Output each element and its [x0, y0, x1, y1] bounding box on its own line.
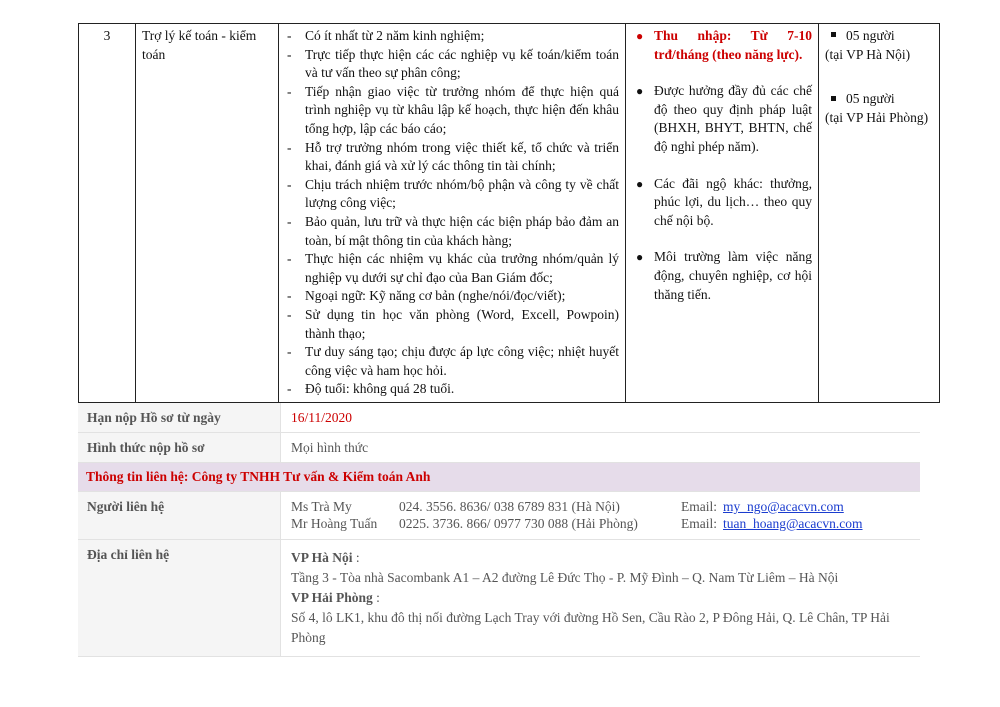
requirement-item: - Bảo quản, lưu trữ và thực hiện các biện pháp bảo đảm an toàn, bí mật thông tin của khách hàng; — [285, 213, 619, 250]
requirements-list — [285, 27, 619, 399]
square-bullet-icon — [831, 96, 836, 101]
email-link[interactable]: tuan_hoang@acacvn.com — [723, 515, 863, 531]
job-row — [79, 24, 940, 403]
requirement-item: - Có ít nhất từ 2 năm kinh nghiệm; — [285, 27, 619, 46]
requirement-item: - Tư duy sáng tạo; chịu được áp lực công việc; nhiệt huyết công việc và ham học hỏi. — [285, 343, 619, 380]
benefit-income: ● Thu nhập: Từ 7-10 trđ/tháng (theo năng lực). — [636, 28, 812, 62]
job-table — [78, 23, 940, 403]
contact-header: Thông tin liên hệ: Công ty TNHH Tư vấn & Kiểm toán Anh — [78, 462, 920, 491]
contact-entry — [291, 499, 910, 516]
requirement-item: - Sử dụng tin học văn phòng (Word, Excell, Powpoin) thành thạo; — [285, 306, 619, 343]
bullet-icon: ● — [636, 84, 644, 99]
haiphong-address: Số 4, lô LK1, khu đô thị nối đường Lạch Tray với đường Hồ Sen, Cầu Rào 2, P Đông Hải, Q. Lê Chân, TP Hải Phòng — [291, 609, 890, 645]
deadline-label: Hạn nộp Hồ sơ từ ngày — [78, 403, 281, 433]
location-item: 05 người (tại VP Hải Phòng) — [825, 91, 929, 125]
contact-entry — [291, 516, 910, 533]
benefit-insurance: ● Được hưởng đầy đủ các chế độ theo quy định pháp luật (BHXH, BHYT, BHTN, chế độ nghỉ phép năm). — [636, 83, 812, 154]
deadline-row — [78, 403, 920, 433]
benefit-environment: ● Môi trường làm việc năng động, chuyên nghiệp, cơ hội thăng tiến. — [636, 249, 812, 302]
job-requirements — [279, 24, 626, 403]
contact-label: Người liên hệ — [78, 491, 281, 539]
email-label: Email: — [681, 498, 717, 514]
bullet-icon: ● — [636, 176, 644, 191]
contact-name: Mr Hoàng Tuấn — [291, 515, 378, 531]
document-page — [78, 23, 929, 657]
requirement-item: - Ngoại ngữ: Kỹ năng cơ bản (nghe/nói/đọc/viết); — [285, 287, 619, 306]
hanoi-office-title: VP Hà Nội — [291, 549, 353, 565]
contact-list — [281, 491, 921, 539]
email-link[interactable]: my_ngo@acacvn.com — [723, 498, 844, 514]
location-item: 05 người (tại VP Hà Nội) — [825, 28, 911, 62]
job-locations — [819, 24, 940, 403]
job-number: 3 — [79, 24, 136, 403]
job-benefits — [626, 24, 819, 403]
contact-name: Ms Trà My — [291, 498, 352, 514]
locations-list — [825, 27, 933, 127]
email-label: Email: — [681, 515, 717, 531]
requirement-item: - Hỗ trợ trưởng nhóm trong việc thiết kế, tổ chức và triển khai, đánh giá và xử lý các thông tin tài chính; — [285, 139, 619, 176]
requirement-item: - Thực hiện các nhiệm vụ khác của trưởng nhóm/quản lý nghiệp vụ dưới sự chỉ đạo của Ban Giám đốc; — [285, 250, 619, 287]
address-label: Địa chỉ liên hệ — [78, 539, 281, 656]
requirement-item: - Trực tiếp thực hiện các các nghiệp vụ kế toán/kiểm toán và tư vấn theo sự phân công; — [285, 46, 619, 83]
contact-header-row — [78, 462, 920, 491]
job-position: Trợ lý kế toán - kiểm toán — [136, 24, 279, 403]
hanoi-address: Tầng 3 - Tòa nhà Sacombank A1 – A2 đường Lê Đức Thọ - P. Mỹ Đình – Q. Nam Từ Liêm – Hà Nội — [291, 569, 839, 585]
haiphong-office-title: VP Hải Phòng — [291, 589, 373, 605]
requirement-item: - Tiếp nhận giao việc từ trưởng nhóm để thực hiện quá trình nghiệp vụ từ khâu lập kế hoạch, thực hiện đến khâu tổng hợp, lập các báo cáo; — [285, 83, 619, 139]
method-label: Hình thức nộp hồ sơ — [78, 432, 281, 462]
requirement-item: - Độ tuổi: không quá 28 tuổi. — [285, 380, 619, 399]
method-row — [78, 432, 920, 462]
method-value: Mọi hình thức — [281, 432, 921, 462]
benefits-list — [632, 27, 812, 304]
address-block: VP Hà Nội : Tầng 3 - Tòa nhà Sacombank A1 – A2 đường Lê Đức Thọ - P. Mỹ Đình – Q. Nam Từ Liêm – Hà Nội VP Hải Phòng : Số 4, lô LK1, khu đô thị nối đường Lạch Tray với đường Hồ Sen, Cầu Rào 2, P Đông Hải, Q. Lê Chân, TP Hải Phòng — [281, 539, 921, 656]
contact-phone: 0225. 3736. 866/ 0977 730 088 (Hải Phòng) — [399, 515, 638, 531]
bullet-icon: ● — [636, 250, 644, 265]
benefit-other: ● Các đãi ngộ khác: thưởng, phúc lợi, du lịch… theo quy chế nội bộ. — [636, 175, 812, 228]
deadline-value: 16/11/2020 — [281, 403, 921, 433]
bullet-icon: ● — [636, 29, 644, 43]
square-bullet-icon — [831, 32, 836, 37]
requirement-item: - Chịu trách nhiệm trước nhóm/bộ phận và công ty về chất lượng công việc; — [285, 176, 619, 213]
address-row — [78, 539, 920, 656]
contact-phone: 024. 3556. 8636/ 038 6789 831 (Hà Nội) — [399, 498, 620, 514]
info-table — [78, 403, 920, 657]
contact-person-row — [78, 491, 920, 539]
